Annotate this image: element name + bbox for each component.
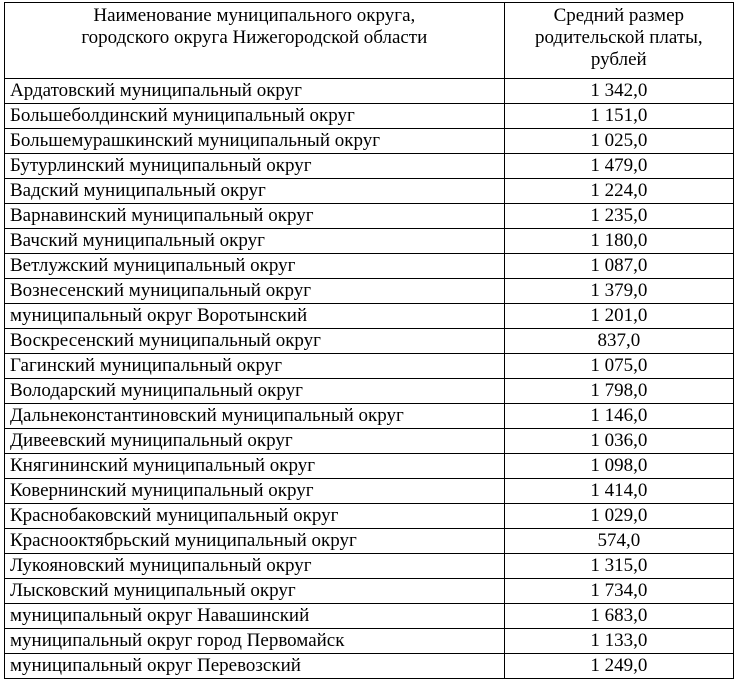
average-fee-cell: 1 342,0	[504, 79, 733, 104]
average-fee-cell: 1 224,0	[504, 179, 733, 204]
table-row	[5, 554, 734, 579]
table-row	[5, 504, 734, 529]
municipality-name-cell: муниципальный округ Навашинский	[5, 604, 505, 629]
average-fee-cell: 1 087,0	[504, 254, 733, 279]
table-row	[5, 254, 734, 279]
header-row	[5, 3, 734, 79]
average-fee-cell: 1 683,0	[504, 604, 733, 629]
table-row	[5, 529, 734, 554]
average-fee-cell: 1 414,0	[504, 479, 733, 504]
average-fee-cell: 837,0	[504, 329, 733, 354]
average-fee-cell: 1 201,0	[504, 304, 733, 329]
column-header-municipality-line-1: Наименование муниципального округа,	[93, 5, 416, 26]
table-row	[5, 304, 734, 329]
municipality-name-cell: Вачский муниципальный округ	[5, 229, 505, 254]
municipality-name-cell: муниципальный округ Перевозский	[5, 654, 505, 679]
average-fee-cell: 1 036,0	[504, 429, 733, 454]
table-row	[5, 429, 734, 454]
table-row	[5, 404, 734, 429]
table-row	[5, 454, 734, 479]
table-row	[5, 329, 734, 354]
table-row	[5, 604, 734, 629]
municipality-name-cell: Лукояновский муниципальный округ	[5, 554, 505, 579]
average-fee-cell: 1 235,0	[504, 204, 733, 229]
table-row	[5, 79, 734, 104]
average-fee-cell: 1 133,0	[504, 629, 733, 654]
table-header	[5, 3, 734, 79]
table-row	[5, 229, 734, 254]
table-row	[5, 654, 734, 679]
average-fee-cell: 1 734,0	[504, 579, 733, 604]
average-fee-cell: 1 315,0	[504, 554, 733, 579]
municipality-name-cell: Лысковский муниципальный округ	[5, 579, 505, 604]
table-row	[5, 279, 734, 304]
municipality-name-cell: муниципальный округ город Первомайск	[5, 629, 505, 654]
municipality-name-cell: муниципальный округ Воротынский	[5, 304, 505, 329]
table-row	[5, 129, 734, 154]
average-fee-cell: 1 029,0	[504, 504, 733, 529]
table-row	[5, 629, 734, 654]
table-row	[5, 179, 734, 204]
parental-fee-table	[4, 2, 734, 679]
column-header-municipality-line-2: городского округа Нижегородской области	[81, 27, 428, 48]
table-row	[5, 354, 734, 379]
municipality-name-cell: Вознесенский муниципальный округ	[5, 279, 505, 304]
table-row	[5, 154, 734, 179]
table-row	[5, 204, 734, 229]
municipality-name-cell: Краснооктябрьский муниципальный округ	[5, 529, 505, 554]
average-fee-cell: 1 249,0	[504, 654, 733, 679]
average-fee-cell: 1 025,0	[504, 129, 733, 154]
column-header-average-fee-line-3: рублей	[590, 49, 647, 70]
average-fee-cell: 1 798,0	[504, 379, 733, 404]
municipality-name-cell: Вадский муниципальный округ	[5, 179, 505, 204]
average-fee-cell: 1 146,0	[504, 404, 733, 429]
municipality-name-cell: Ветлужский муниципальный округ	[5, 254, 505, 279]
table-row	[5, 579, 734, 604]
column-header-average-fee-line-2: родительской платы,	[534, 27, 703, 48]
column-header-municipality	[5, 3, 505, 79]
municipality-name-cell: Дальнеконстантиновский муниципальный округ	[5, 404, 505, 429]
average-fee-cell: 1 151,0	[504, 104, 733, 129]
municipality-name-cell: Бутурлинский муниципальный округ	[5, 154, 505, 179]
municipality-name-cell: Краснобаковский муниципальный округ	[5, 504, 505, 529]
municipality-name-cell: Большеболдинский муниципальный округ	[5, 104, 505, 129]
municipality-name-cell: Княгининский муниципальный округ	[5, 454, 505, 479]
municipality-name-cell: Гагинский муниципальный округ	[5, 354, 505, 379]
table-row	[5, 479, 734, 504]
municipality-name-cell: Большемурашкинский муниципальный округ	[5, 129, 505, 154]
average-fee-cell: 1 379,0	[504, 279, 733, 304]
average-fee-cell: 1 479,0	[504, 154, 733, 179]
municipality-name-cell: Володарский муниципальный округ	[5, 379, 505, 404]
average-fee-cell: 1 098,0	[504, 454, 733, 479]
column-header-average-fee-line-1: Средний размер	[553, 5, 685, 26]
municipality-name-cell: Ардатовский муниципальный округ	[5, 79, 505, 104]
average-fee-cell: 1 075,0	[504, 354, 733, 379]
municipality-name-cell: Воскресенский муниципальный округ	[5, 329, 505, 354]
municipality-name-cell: Ковернинский муниципальный округ	[5, 479, 505, 504]
municipality-name-cell: Дивеевский муниципальный округ	[5, 429, 505, 454]
table-row	[5, 379, 734, 404]
column-header-average-fee	[504, 3, 733, 79]
table-body	[5, 79, 734, 679]
average-fee-cell: 574,0	[504, 529, 733, 554]
average-fee-cell: 1 180,0	[504, 229, 733, 254]
table-row	[5, 104, 734, 129]
municipality-name-cell: Варнавинский муниципальный округ	[5, 204, 505, 229]
